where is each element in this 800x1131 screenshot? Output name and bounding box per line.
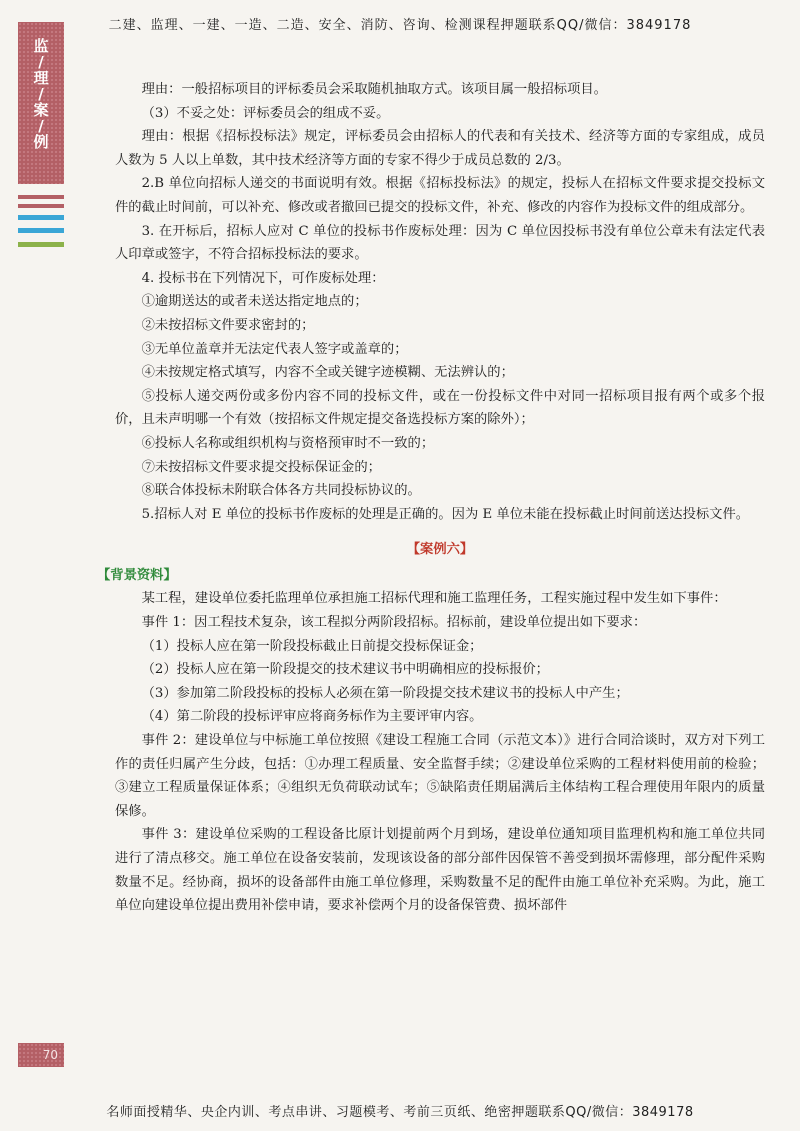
list-item: （1）投标人应在第一阶段投标截止日前提交投标保证金； [141,638,483,654]
list-item: ①逾期送达的或者未送达指定地点的； [141,294,368,310]
list-item: （2）投标人应在第一阶段提交的技术建议书中明确相应的投标报价； [141,662,549,678]
list-item: ⑥投标人名称或组织机构与资格预审时不一致的； [141,435,435,451]
decorative-stripe [18,195,64,199]
paragraph: 事件 2：建设单位与中标施工单位按照《建设工程施工合同（示范文本）》进行合同洽谈时，双方对下列工作的责任归属产生分歧，包括：①办理工程质量、安全监督手续；②建设单位采购的工程材料使用前的检验；③建立工程质量保证体系；④组织无负荷联动试车；⑤缺陷责任期届满后主体结构工程合理使用年限内的质量保修。 [115,733,765,819]
paragraph: 5.招标人对 E 单位的投标书作废标的处理是正确的。因为 E 单位未能在投标截止时间前送达投标文件。 [141,506,750,522]
paragraph: （3）不妥之处：评标委员会的组成不妥。 [141,105,390,121]
list-item: ⑦未按招标文件要求提交投标保证金的； [141,459,381,475]
paragraph: 事件 3：建设单位采购的工程设备比原计划提前两个月到场，建设单位通知项目监理机构和施工单位共同进行了清点移交。施工单位在设备安装前，发现该设备的部分部件因保管不善受到损坏需修理，部分配件采购数量不足。经协商，损坏的设备部件由施工单位修理，采购数量不足的配件由施工单位补充采购。为此，施工单位向建设单位提出费用补偿申请，要求补偿两个月的设备保管费、损坏部件 [115,827,765,914]
paragraph: 3. 在开标后，招标人应对 C 单位的投标书作废标处理：因为 C 单位因投标书没有单位公章未有法定代表人印章或签字，不符合招标投标法的要求。 [115,223,765,263]
decorative-stripe [18,215,64,220]
list-item: （3）参加第二阶段投标的投标人必须在第一阶段提交技术建议书的投标人中产生； [141,685,629,701]
header-banner: 二建、监理、一建、一造、二造、安全、消防、咨询、检测课程押题联系QQ/微信：3849178 [108,18,692,33]
paragraph: 理由：一般招标项目的评标委员会采取随机抽取方式。该项目属一般招标项目。 [141,82,607,97]
section-side-tab [18,22,64,184]
page-number [18,1043,64,1067]
paragraph: 事件 1：因工程技术复杂，该工程拟分两阶段招标。招标前，建设单位提出如下要求： [141,615,647,631]
document-body [97,78,765,918]
decorative-stripe [18,204,64,208]
background-heading: 【背景资料】 [97,567,177,583]
side-tab-label: 监 / 理 / 案 / 例 [33,37,49,151]
paragraph: 4. 投标书在下列情况下，可作废标处理： [141,270,385,286]
list-item: ⑧联合体投标未附联合体各方共同投标协议的。 [141,483,421,499]
paragraph: 某工程，建设单位委托监理单位承担施工招标代理和施工监理任务，工程实施过程中发生如下事件： [141,591,727,607]
footer-banner: 名师面授精华、央企内训、考点串讲、习题模考、考前三页纸、绝密押题联系QQ/微信：3849178 [106,1105,694,1120]
list-item: ④未按规定格式填写，内容不全或关键字迹模糊、无法辨认的； [141,365,514,381]
paragraph: 理由：根据《招标投标法》规定，评标委员会由招标人的代表和有关技术、经济等方面的专家组成，成员人数为 5 人以上单数，其中技术经济等方面的专家不得少于成员总数的 2/3。 [115,129,765,168]
decorative-stripe [18,228,64,233]
list-item: （4）第二阶段的投标评审应将商务标作为主要评审内容。 [141,709,483,725]
list-item: ③无单位盖章并无法定代表人签字或盖章的； [141,341,408,357]
case-title: 【案例六】 [406,542,474,558]
decorative-stripe [18,242,64,247]
list-item: ②未按招标文件要求密封的； [141,317,315,333]
paragraph: 2.B 单位向招标人递交的书面说明有效。根据《招标投标法》的规定，投标人在招标文件要求提交投标文件的截止时间前，可以补充、修改或者撤回已提交的投标文件，补充、修改的内容作为投标文件的组成部分。 [115,176,765,215]
list-item: ⑤投标人递交两份或多份内容不同的投标文件，或在一份投标文件中对同一招标项目报有两个或多个报价，且未声明哪一个有效（按招标文件规定提交备选投标方案的除外）； [115,388,765,428]
page-number-text: 70 [42,1048,58,1062]
